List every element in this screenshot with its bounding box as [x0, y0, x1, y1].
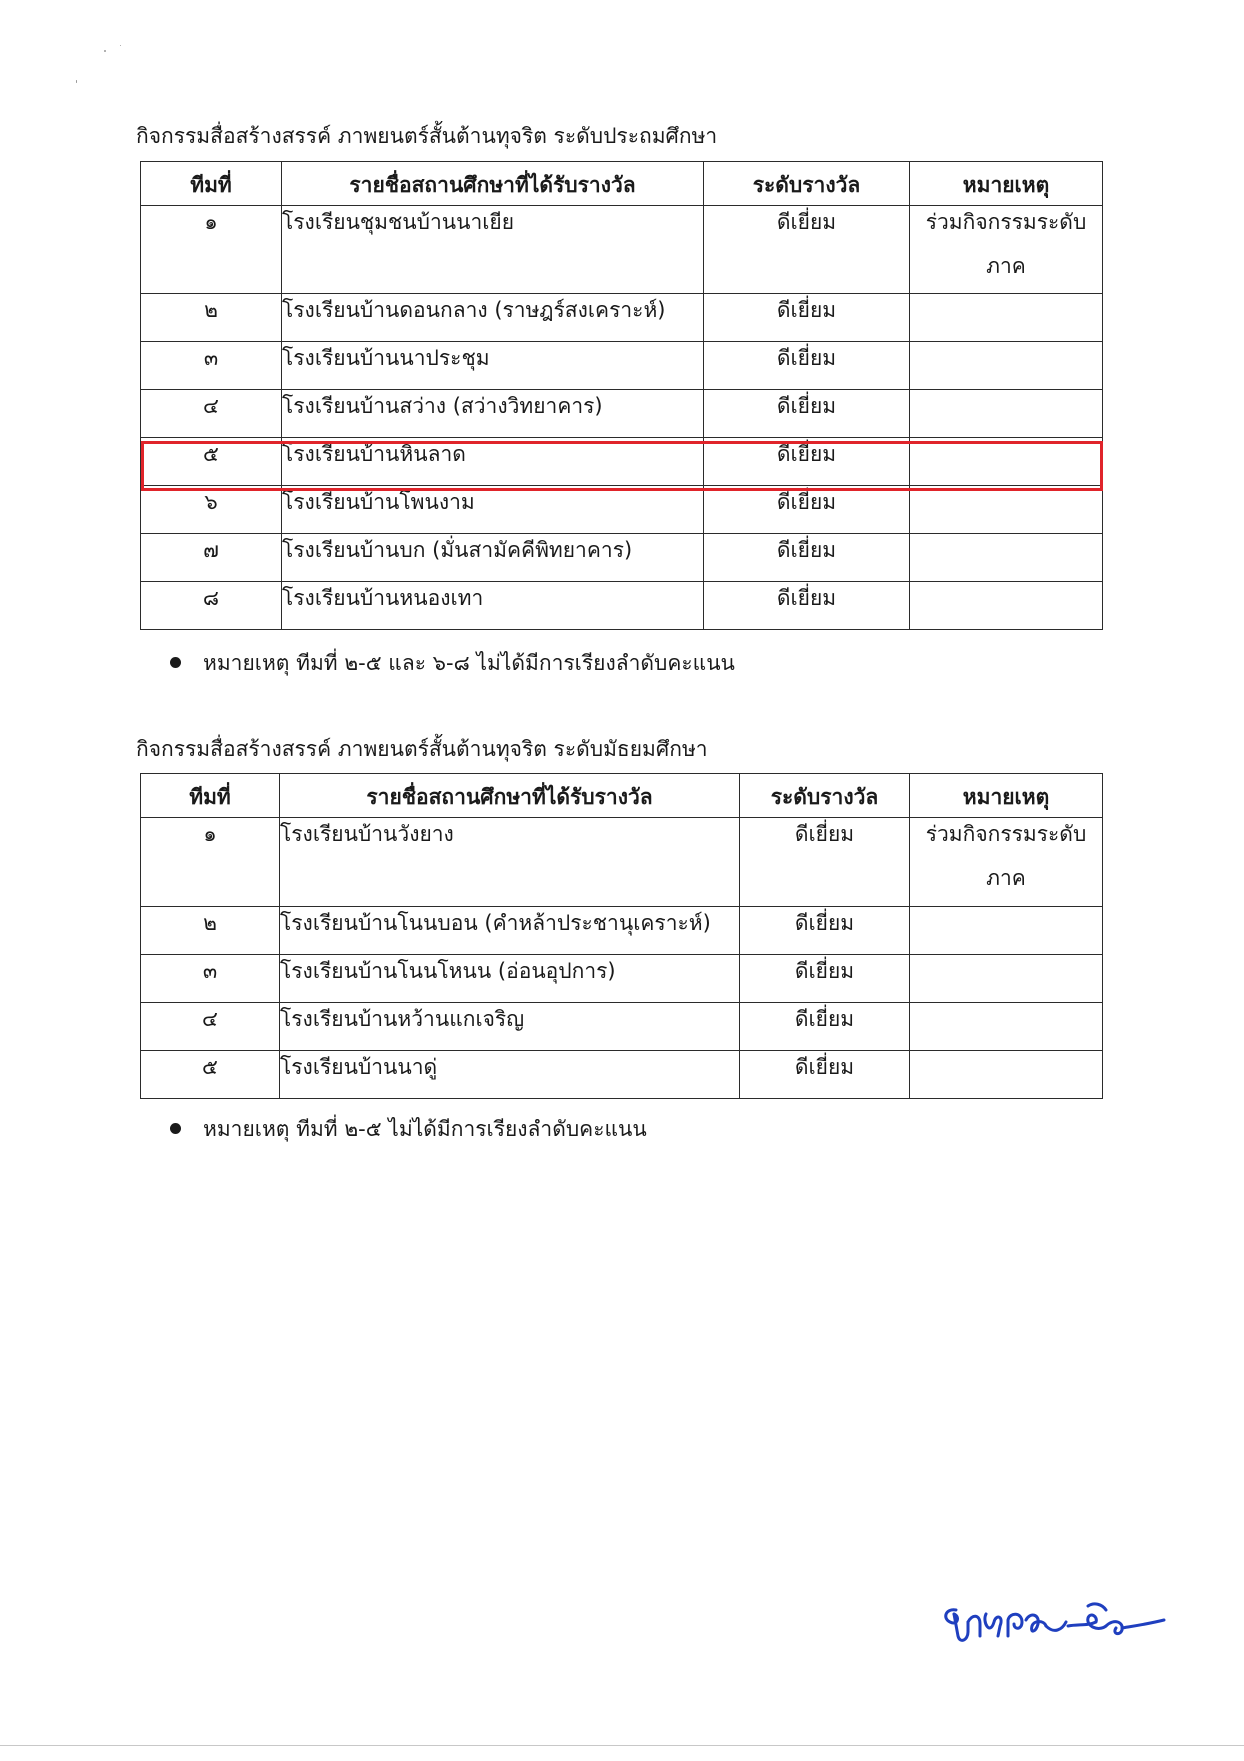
cell-school-name: โรงเรียนบ้านบก (มั่นสามัคคีพิทยาคาร) — [282, 534, 704, 582]
cell-school-name: โรงเรียนบ้านดอนกลาง (ราษฎร์สงเคราะห์) — [282, 294, 704, 342]
cell-team: ๕ — [141, 1051, 280, 1099]
note-line-1: ร่วมกิจกรรมระดับ — [925, 822, 1087, 846]
cell-note — [910, 294, 1103, 342]
cell-school-name: โรงเรียนบ้านนาประชุม — [282, 342, 704, 390]
signature-image — [938, 1592, 1168, 1652]
cell-note — [910, 582, 1103, 630]
table-header-row — [141, 162, 1103, 206]
note-line-2: ภาค — [986, 254, 1026, 278]
cell-award-level: ดีเยี่ยม — [704, 438, 910, 486]
cell-school-name: โรงเรียนบ้านหว้านแกเจริญ — [280, 1003, 740, 1051]
header-note: หมายเหตุ — [910, 162, 1103, 206]
cell-team: ๔ — [141, 390, 282, 438]
cell-team: ๓ — [141, 955, 280, 1003]
cell-school-name: โรงเรียนบ้านโนนโหนน (อ่อนอุปการ) — [280, 955, 740, 1003]
cell-note — [910, 1003, 1103, 1051]
table-header-row — [141, 774, 1103, 818]
cell-school-name: โรงเรียนบ้านสว่าง (สว่างวิทยาคาร) — [282, 390, 704, 438]
cell-team: ๒ — [141, 907, 280, 955]
cell-note — [910, 390, 1103, 438]
cell-school-name: โรงเรียนบ้านวังยาง — [280, 818, 740, 907]
note-line-1: ร่วมกิจกรรมระดับ — [925, 210, 1087, 234]
cell-team: ๔ — [141, 1003, 280, 1051]
row-highlight-box — [141, 441, 1103, 491]
header-level: ระดับรางวัล — [740, 774, 910, 818]
cell-team: ๖ — [141, 486, 282, 534]
table-row — [141, 534, 1103, 582]
cell-note — [910, 486, 1103, 534]
cell-note — [910, 342, 1103, 390]
scan-speck — [76, 80, 77, 83]
table-row — [141, 1051, 1103, 1099]
cell-award-level: ดีเยี่ยม — [704, 206, 910, 294]
header-name: รายชื่อสถานศึกษาที่ได้รับรางวัล — [282, 162, 704, 206]
table-row — [141, 1003, 1103, 1051]
cell-team: ๘ — [141, 582, 282, 630]
section-title-primary: กิจกรรมสื่อสร้างสรรค์ ภาพยนตร์สั้นต้านทุจริต ระดับประถมศึกษา — [136, 124, 718, 148]
cell-school-name: โรงเรียนชุมชนบ้านนาเยีย — [282, 206, 704, 294]
note-line-2: ภาค — [986, 866, 1026, 890]
header-team: ทีมที่ — [141, 162, 282, 206]
cell-note — [910, 534, 1103, 582]
footnote-text: หมายเหตุ ทีมที่ ๒-๕ ไม่ได้มีการเรียงลำดับคะแนน — [203, 1117, 647, 1141]
awards-table-primary — [140, 161, 1103, 630]
cell-team: ๗ — [141, 534, 282, 582]
cell-school-name: โรงเรียนบ้านนาดู่ — [280, 1051, 740, 1099]
bullet-icon — [170, 657, 181, 668]
cell-award-level: ดีเยี่ยม — [704, 534, 910, 582]
cell-award-level: ดีเยี่ยม — [704, 582, 910, 630]
cell-school-name: โรงเรียนบ้านโพนงาม — [282, 486, 704, 534]
header-level: ระดับรางวัล — [704, 162, 910, 206]
cell-note — [910, 907, 1103, 955]
bullet-icon — [170, 1123, 181, 1134]
footnote-text: หมายเหตุ ทีมที่ ๒-๕ และ ๖-๘ ไม่ได้มีการเรียงลำดับคะแนน — [203, 651, 735, 675]
header-name: รายชื่อสถานศึกษาที่ได้รับรางวัล — [280, 774, 740, 818]
footnote-secondary — [170, 1119, 647, 1140]
cell-award-level: ดีเยี่ยม — [704, 342, 910, 390]
cell-team: ๒ — [141, 294, 282, 342]
cell-award-level: ดีเยี่ยม — [704, 390, 910, 438]
footnote-primary — [170, 653, 735, 674]
header-note: หมายเหตุ — [910, 774, 1103, 818]
table-row — [141, 818, 1103, 907]
cell-team: ๑ — [141, 206, 282, 294]
section-title-secondary: กิจกรรมสื่อสร้างสรรค์ ภาพยนตร์สั้นต้านทุจริต ระดับมัธยมศึกษา — [136, 737, 708, 761]
table-row — [141, 294, 1103, 342]
table-row — [141, 342, 1103, 390]
scan-speck — [120, 45, 121, 46]
cell-award-level: ดีเยี่ยม — [740, 1051, 910, 1099]
cell-school-name: โรงเรียนบ้านหินลาด — [282, 438, 704, 486]
cell-team: ๕ — [141, 438, 282, 486]
table-row — [141, 955, 1103, 1003]
table-row — [141, 907, 1103, 955]
awards-table-secondary — [140, 773, 1103, 1099]
cell-award-level: ดีเยี่ยม — [740, 955, 910, 1003]
header-team: ทีมที่ — [141, 774, 280, 818]
cell-team: ๓ — [141, 342, 282, 390]
cell-award-level: ดีเยี่ยม — [704, 486, 910, 534]
cell-note — [910, 206, 1103, 294]
table-row — [141, 206, 1103, 294]
scan-speck — [104, 50, 106, 52]
cell-award-level: ดีเยี่ยม — [740, 1003, 910, 1051]
cell-note — [910, 818, 1103, 907]
cell-award-level: ดีเยี่ยม — [704, 294, 910, 342]
page-edge-line — [0, 1745, 1244, 1746]
table-row — [141, 390, 1103, 438]
cell-school-name: โรงเรียนบ้านโนนบอน (คำหล้าประชานุเคราะห์) — [280, 907, 740, 955]
cell-note — [910, 1051, 1103, 1099]
cell-team: ๑ — [141, 818, 280, 907]
table-row — [141, 582, 1103, 630]
cell-note — [910, 955, 1103, 1003]
cell-award-level: ดีเยี่ยม — [740, 818, 910, 907]
table-row — [141, 486, 1103, 534]
cell-award-level: ดีเยี่ยม — [740, 907, 910, 955]
cell-school-name: โรงเรียนบ้านหนองเทา — [282, 582, 704, 630]
